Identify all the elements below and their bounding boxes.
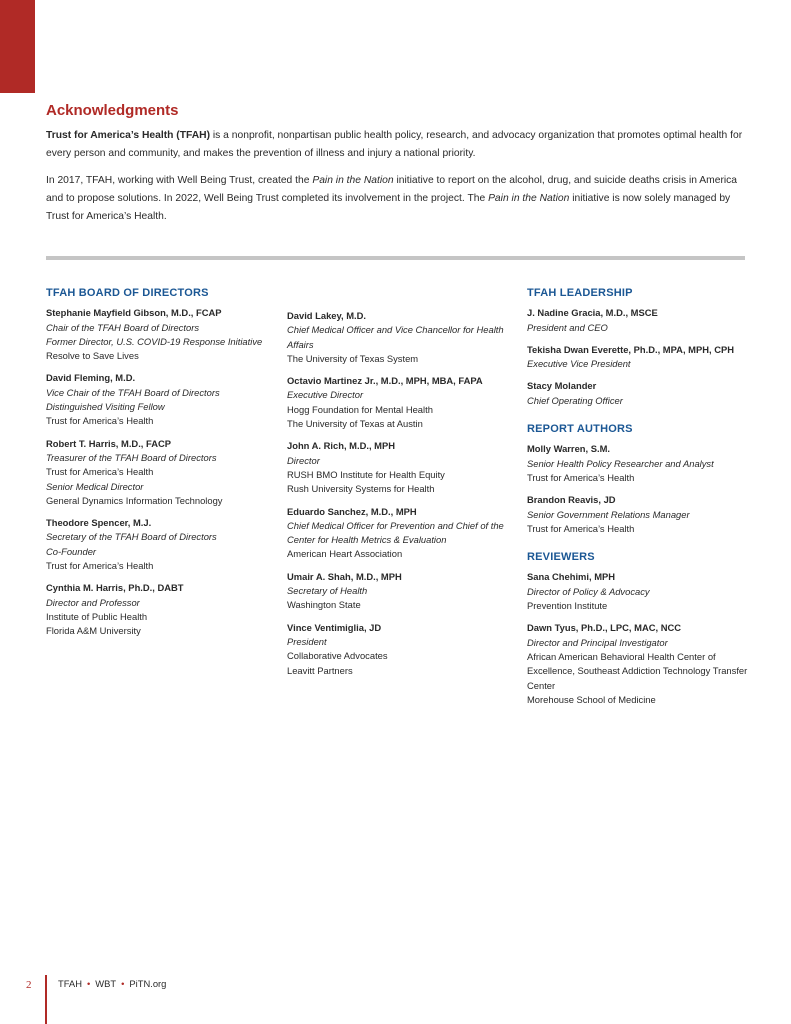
person-name: Umair A. Shah, M.D., MPH xyxy=(287,570,402,582)
person-name: Cynthia M. Harris, Ph.D., DABT xyxy=(46,582,184,594)
person-organization: Resolve to Save Lives xyxy=(46,350,139,362)
person-organization: African American Behavioral Health Center of Excellence, Southeast Addiction Technology Transfer Center xyxy=(527,650,748,691)
person-organization: Rush University Systems for Health xyxy=(287,483,435,495)
person-organization: The University of Texas System xyxy=(287,352,419,364)
person-entry xyxy=(46,437,271,508)
person-title: Treasurer of the TFAH Board of Directors xyxy=(46,451,217,463)
person-title: Director xyxy=(287,454,320,466)
section-divider xyxy=(46,256,745,260)
intro-text xyxy=(46,127,746,235)
corner-accent-block xyxy=(0,0,35,93)
person-entry xyxy=(46,581,271,638)
person-entry xyxy=(287,439,512,496)
person-name: Brandon Reavis, JD xyxy=(527,494,616,506)
board-column-1 xyxy=(46,286,271,647)
person-organization: Washington State xyxy=(287,599,361,611)
person-title: Senior Medical Director xyxy=(46,480,144,492)
person-entry xyxy=(527,621,752,707)
person-organization: Institute of Public Health xyxy=(46,610,148,622)
person-name: John A. Rich, M.D., MPH xyxy=(287,440,395,452)
person-title: Distinguished Visiting Fellow xyxy=(46,401,165,413)
intro-paragraph-1: Trust for America’s Health (TFAH) is a nonprofit, nonpartisan public health policy, research, and advocacy organization that promotes optimal health for every person and community, and makes the prevention of illness and injury a national priority. xyxy=(46,130,743,159)
leadership-heading: TFAH LEADERSHIP xyxy=(527,287,633,299)
person-organization: RUSH BMO Institute for Health Equity xyxy=(287,468,445,480)
person-entry xyxy=(287,505,512,562)
person-title: Former Director, U.S. COVID-19 Response Initiative xyxy=(46,335,263,347)
person-organization: Collaborative Advocates xyxy=(287,650,388,662)
person-entry xyxy=(527,493,752,536)
person-entry xyxy=(46,306,271,363)
person-organization: Trust for America’s Health xyxy=(527,471,635,483)
person-name: Theodore Spencer, M.J. xyxy=(46,517,152,529)
person-name: Stephanie Mayfield Gibson, M.D., FCAP xyxy=(46,307,222,319)
intro-paragraph-2: In 2017, TFAH, working with Well Being Trust, created the Pain in the Nation initiative to report on the alcohol, drug, and suicide deaths crisis in America and to propose solutions. In 2022, Well Being Trust completed its involvement in the project. The Pain in the Nation initiative is now solely managed by Trust for America’s Health. xyxy=(46,175,738,222)
footer-rule xyxy=(45,975,47,1024)
person-title: Secretary of Health xyxy=(287,585,368,597)
person-name: Sana Chehimi, MPH xyxy=(527,571,616,583)
person-name: Vince Ventimiglia, JD xyxy=(287,621,382,633)
person-name: Molly Warren, S.M. xyxy=(527,443,610,455)
person-organization: Trust for America’s Health xyxy=(46,560,154,572)
person-organization: Trust for America’s Health xyxy=(46,466,154,478)
person-title: President and CEO xyxy=(527,321,608,333)
person-title: President xyxy=(287,635,327,647)
person-name: David Fleming, M.D. xyxy=(46,372,136,384)
person-organization: Trust for America’s Health xyxy=(46,415,154,427)
person-entry xyxy=(287,374,512,431)
staff-column xyxy=(527,286,752,715)
person-name: Stacy Molander xyxy=(527,380,597,392)
person-title: Director and Principal Investigator xyxy=(527,636,668,648)
person-organization: Leavitt Partners xyxy=(287,664,353,676)
person-organization: Florida A&M University xyxy=(46,625,141,637)
person-name: Octavio Martinez Jr., M.D., MPH, MBA, FAPA xyxy=(287,375,483,387)
person-organization: General Dynamics Information Technology xyxy=(46,494,223,506)
person-entry xyxy=(527,379,752,408)
person-entry xyxy=(527,343,752,372)
person-title: Chief Operating Officer xyxy=(527,394,623,406)
person-organization: American Heart Association xyxy=(287,548,403,560)
reviewers-heading: REVIEWERS xyxy=(527,551,595,564)
person-title: Secretary of the TFAH Board of Directors xyxy=(46,531,217,543)
authors-heading: REPORT AUTHORS xyxy=(527,423,633,436)
person-entry xyxy=(527,442,752,485)
person-organization: The University of Texas at Austin xyxy=(287,418,423,430)
page-title: Acknowledgments xyxy=(46,102,179,119)
person-organization: Hogg Foundation for Mental Health xyxy=(287,403,433,415)
person-entry xyxy=(527,306,752,335)
person-name: Robert T. Harris, M.D., FACP xyxy=(46,437,172,449)
person-title: Chief Medical Officer for Prevention and Chief of the Center for Health Metrics & Evaluation xyxy=(287,519,504,546)
person-title: Executive Vice President xyxy=(527,358,631,370)
person-title: Senior Government Relations Manager xyxy=(527,508,690,520)
person-entry xyxy=(527,570,752,613)
person-entry xyxy=(287,570,512,613)
board-heading: TFAH BOARD OF DIRECTORS xyxy=(46,287,209,299)
footer-item-wbt: WBT xyxy=(95,978,117,989)
person-name: Eduardo Sanchez, M.D., MPH xyxy=(287,505,417,517)
footer-item-pitn: PiTN.org xyxy=(129,978,167,989)
board-column-2 xyxy=(287,309,512,686)
person-title: Vice Chair of the TFAH Board of Directors xyxy=(46,386,220,398)
person-organization: Morehouse School of Medicine xyxy=(527,693,656,705)
footer-item-tfah: TFAH xyxy=(58,978,82,989)
person-name: Tekisha Dwan Everette, Ph.D., MPA, MPH, CPH xyxy=(527,343,734,355)
person-organization: Trust for America’s Health xyxy=(527,522,635,534)
person-name: J. Nadine Gracia, M.D., MSCE xyxy=(527,307,658,319)
person-entry xyxy=(287,621,512,678)
person-title: Chief Medical Officer and Vice Chancellor for Health Affairs xyxy=(287,324,504,350)
person-entry xyxy=(46,516,271,573)
person-title: Director and Professor xyxy=(46,596,140,608)
person-name: David Lakey, M.D. xyxy=(287,310,367,321)
person-title: Executive Director xyxy=(287,389,364,401)
person-entry xyxy=(46,371,271,428)
page-number: 2 xyxy=(26,979,32,991)
footer-separator: • xyxy=(86,978,91,989)
person-name: Dawn Tyus, Ph.D., LPC, MAC, NCC xyxy=(527,622,681,634)
person-title: Co-Founder xyxy=(46,545,97,557)
person-title: Chair of the TFAH Board of Directors xyxy=(46,321,200,333)
person-organization: Prevention Institute xyxy=(527,600,608,612)
person-entry xyxy=(287,309,512,366)
person-title: Director of Policy & Advocacy xyxy=(527,585,650,597)
person-title: Senior Health Policy Researcher and Analyst xyxy=(527,457,714,469)
footer-separator: • xyxy=(121,978,125,989)
footer-links xyxy=(58,978,166,989)
